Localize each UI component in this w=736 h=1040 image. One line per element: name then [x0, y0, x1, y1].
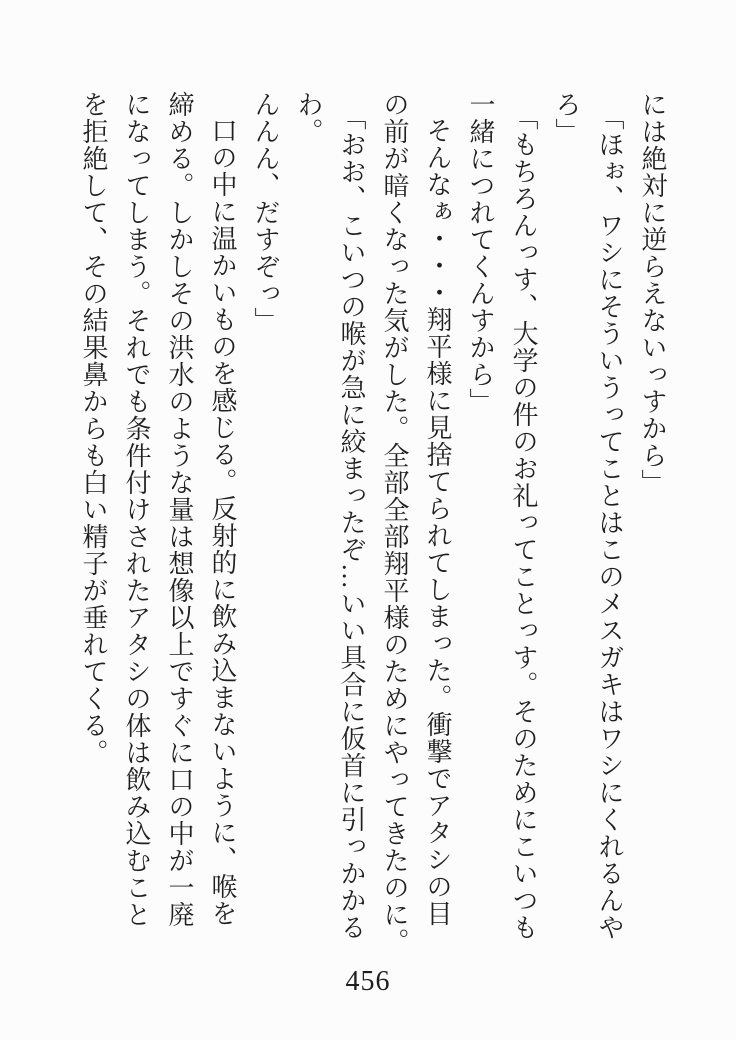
- text-line: 「おお、こいつの喉が急に絞まったぞ…いい具合に仮首に引っかかる: [337, 104, 366, 941]
- text-line: 口の中に温かいものを感じる。反射的に飲み込まないように、喉を: [208, 117, 237, 927]
- text-line: の前が暗くなった気がした。全部全部翔平様のためにやってきたのに。: [380, 91, 409, 955]
- text-line: ろ」: [552, 91, 581, 145]
- text-line: を拒絶して、その結果鼻からも白い精子が垂れてくる。: [79, 91, 108, 766]
- text-line: 「もちろんっす、大学の件のお礼ってことっす。そのためにこいつも: [509, 104, 538, 941]
- text-line: わ。: [294, 91, 323, 145]
- text-line: になってしまう。それでも条件付けされたアタシの体は飲み込むこと: [122, 91, 151, 928]
- text-line: んんん、だすぞっ」: [251, 91, 280, 334]
- text-line: 一緒につれてくんすから」: [466, 91, 495, 415]
- vertical-text-block: [72, 91, 674, 971]
- text-line: には絶対に逆らえないっすから」: [638, 91, 667, 496]
- text-line: そんなぁ・・・翔平様に見捨てられてしまった。衝撃でアタシの目: [423, 117, 452, 927]
- text-line: 締める。しかしその洪水のような量は想像以上ですぐに口の中が一廃: [165, 91, 194, 928]
- page-number: 456: [345, 966, 391, 997]
- text-line: 「ほぉ、ワシにそういうってことはこのメスガキはワシにくれるんや: [595, 104, 624, 941]
